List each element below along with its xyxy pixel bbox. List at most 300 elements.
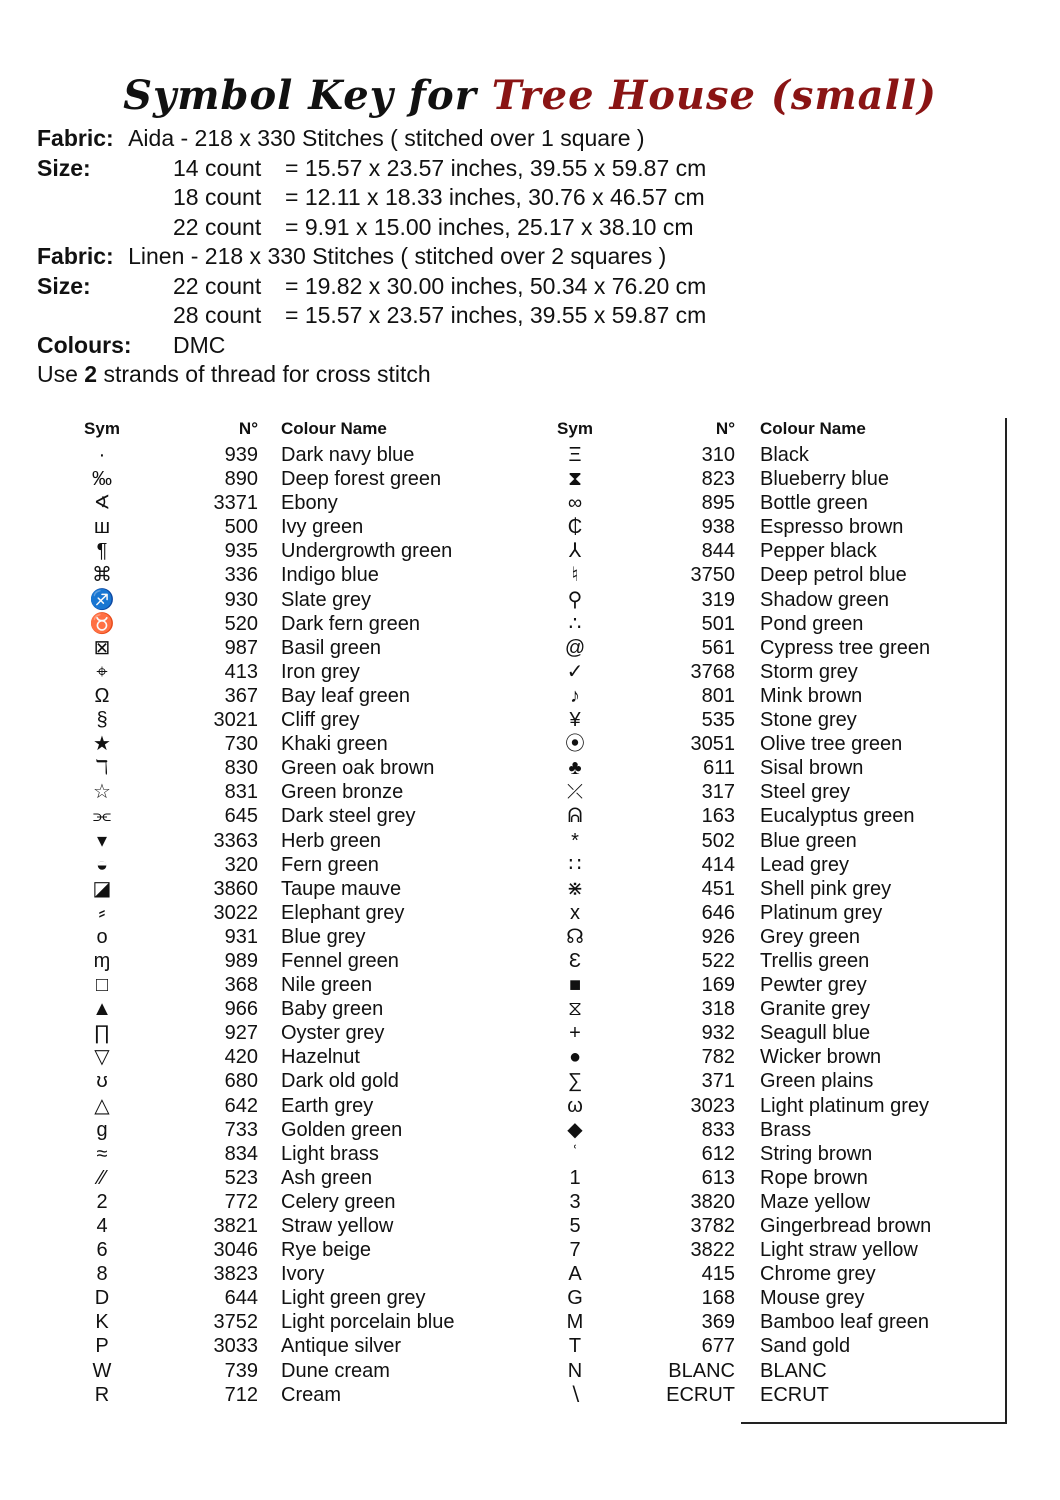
colour-name: Black (760, 444, 809, 466)
table-row (0, 949, 1060, 973)
table-row (0, 925, 1060, 949)
dmc-number: 371 (701, 1070, 735, 1093)
colour-name: Undergrowth green (281, 540, 453, 563)
colour-name: Brass (760, 1118, 812, 1141)
colour-name: Shell pink grey (760, 877, 892, 900)
dmc-number: 561 (701, 636, 735, 659)
symbol: ☆ (93, 781, 111, 804)
table-row (0, 588, 1060, 612)
dmc-number: 414 (701, 853, 735, 876)
colour-name: Pewter grey (760, 974, 867, 997)
symbol: ≈ (96, 1142, 108, 1165)
colour-name: Indigo blue (281, 564, 379, 587)
colour-name: Platinum grey (760, 901, 883, 924)
colour-name: Golden green (281, 1118, 403, 1141)
symbol: 3 (569, 1190, 581, 1213)
colour-name: Sand gold (760, 1335, 851, 1358)
symbol: ● (568, 1046, 582, 1069)
colour-name: Ash green (281, 1166, 373, 1189)
dmc-number: 890 (224, 468, 258, 491)
table-row (0, 1094, 1060, 1118)
colour-name: Chrome grey (760, 1263, 876, 1286)
symbol: * (571, 829, 579, 852)
colour-name: Pepper black (760, 540, 877, 563)
size-label: Size: (37, 272, 91, 299)
symbol: ☊ (566, 925, 584, 948)
colour-name: Khaki green (281, 733, 388, 756)
dmc-number: 336 (224, 564, 258, 587)
colour-name: Hazelnut (281, 1046, 360, 1069)
symbol: @ (564, 636, 586, 659)
frame-right-border (1005, 418, 1007, 1423)
title-prefix: Symbol Key for (123, 72, 477, 119)
colour-name: Baby green (281, 998, 384, 1021)
symbol: g (96, 1118, 108, 1141)
dmc-number: 451 (701, 877, 735, 900)
linen-count: 22 count (173, 272, 262, 299)
dmc-number: 501 (701, 612, 735, 635)
size-label: Size: (37, 154, 91, 181)
colour-name: Bamboo leaf green (760, 1311, 930, 1334)
dmc-number: 317 (701, 781, 735, 804)
table-row (0, 1021, 1060, 1045)
colour-name: Eucalyptus green (760, 805, 915, 828)
symbol-table-right (0, 419, 1060, 1407)
colour-name: Deep petrol blue (760, 564, 907, 587)
table-row (0, 515, 1060, 539)
strands-pre: Use (37, 361, 85, 387)
colour-name: Cream (281, 1383, 342, 1406)
symbol: 2 (96, 1190, 108, 1213)
colour-name: Green bronze (281, 781, 404, 804)
dmc-number: 834 (224, 1142, 258, 1165)
colour-name: Olive tree green (760, 733, 903, 756)
dmc-number: ECRUT (666, 1383, 735, 1406)
strands-post: strands of thread for cross stitch (97, 361, 431, 387)
symbol: ♮ (571, 564, 579, 587)
colour-name: Steel grey (760, 781, 851, 804)
symbol: ʿ (571, 1142, 579, 1165)
aida-dims: = 9.91 x 15.00 inches, 25.17 x 38.10 cm (285, 213, 694, 240)
symbol: △ (94, 1094, 110, 1117)
aida-dims: = 15.57 x 23.57 inches, 39.55 x 59.87 cm (285, 154, 707, 181)
symbol: ♣ (568, 757, 582, 780)
symbol: ◆ (567, 1118, 583, 1141)
symbol: ✓ (566, 660, 584, 683)
dmc-number: 938 (701, 516, 735, 539)
colour-name: Nile green (281, 974, 373, 997)
dmc-number: 413 (224, 660, 258, 683)
dmc-number: 680 (224, 1070, 258, 1093)
dmc-number: 367 (224, 684, 258, 707)
dmc-number: 3046 (213, 1239, 258, 1262)
dmc-number: 830 (224, 757, 258, 780)
symbol: o (96, 925, 108, 948)
strands-num: 2 (84, 361, 98, 387)
symbol: ⅄ (568, 540, 582, 563)
dmc-number: 3051 (690, 733, 735, 756)
colour-name: Bottle green (760, 492, 868, 515)
dmc-number: 935 (224, 540, 258, 563)
colour-name: Dark old gold (281, 1070, 399, 1093)
symbol: ∴ (568, 612, 582, 635)
colour-name: Taupe mauve (281, 877, 402, 900)
symbol: ɱ (93, 949, 111, 972)
dmc-number: 368 (224, 974, 258, 997)
colour-name: Light green grey (281, 1287, 426, 1310)
symbol: ▾ (96, 829, 108, 852)
dmc-number: 3821 (213, 1215, 258, 1237)
colour-name: Green oak brown (281, 757, 435, 780)
dmc-number: 420 (224, 1046, 258, 1069)
symbol: 1 (569, 1166, 581, 1189)
colour-name: Antique silver (281, 1335, 402, 1358)
dmc-number: 801 (701, 684, 735, 707)
page-title (0, 72, 1060, 119)
colour-name: Rye beige (281, 1239, 372, 1262)
colour-name: Dark steel grey (281, 805, 416, 828)
dmc-number: 895 (701, 492, 735, 515)
colour-name: String brown (760, 1142, 873, 1165)
dmc-number: 989 (224, 949, 258, 972)
table-row (0, 1045, 1060, 1069)
symbol: ♉ (89, 612, 115, 635)
dmc-number: 927 (224, 1022, 258, 1045)
strands-note (37, 360, 666, 390)
table-row (0, 1286, 1060, 1310)
header-sym: Sym (84, 419, 120, 438)
dmc-number: 611 (703, 757, 735, 780)
symbol: □ (95, 974, 109, 997)
symbol: + (569, 1022, 581, 1045)
symbol: ω (567, 1094, 583, 1117)
dmc-number: 169 (701, 974, 735, 997)
colour-name: Oyster grey (281, 1022, 385, 1045)
table-row (0, 708, 1060, 732)
colour-name: Maze yellow (760, 1190, 871, 1213)
symbol: ¶ (96, 540, 108, 563)
colour-name: Iron grey (281, 660, 360, 683)
symbol: ♐ (89, 588, 115, 611)
colours-label: Colours: (37, 331, 132, 358)
table-row (0, 1118, 1060, 1142)
symbol: ‰ (92, 468, 112, 491)
colour-name: Light brass (281, 1142, 379, 1165)
colour-name: ECRUT (760, 1383, 829, 1406)
symbol: Ω (94, 684, 110, 707)
dmc-number: 522 (701, 949, 735, 972)
symbol: 8 (96, 1263, 108, 1286)
header-sym: Sym (557, 419, 593, 438)
table-row (0, 1310, 1060, 1334)
colour-name: Granite grey (760, 998, 871, 1021)
colour-name: Slate grey (281, 588, 372, 611)
table-row (0, 1069, 1060, 1093)
colour-name: Dune cream (281, 1359, 390, 1382)
linen-dims: = 19.82 x 30.00 inches, 50.34 x 76.20 cm (285, 272, 707, 299)
symbol: § (96, 709, 108, 732)
dmc-number: 168 (701, 1287, 735, 1310)
dmc-number: 931 (224, 925, 258, 948)
symbol: 7 (569, 1239, 581, 1262)
table-row (0, 1359, 1060, 1383)
table-row (0, 539, 1060, 563)
symbol: ∷ (568, 853, 582, 876)
colour-name: Earth grey (281, 1094, 374, 1117)
colour-name: Light porcelain blue (281, 1311, 455, 1334)
dmc-number: 644 (224, 1287, 258, 1310)
dmc-number: 502 (701, 829, 735, 852)
dmc-number: 833 (701, 1118, 735, 1141)
dmc-number: 612 (701, 1142, 735, 1165)
symbol: ▲ (92, 998, 112, 1021)
symbol: ⌘ (92, 564, 112, 587)
symbol: Ɛ (568, 949, 582, 972)
table-row (0, 829, 1060, 853)
colour-name: Fennel green (281, 949, 399, 972)
colour-name: Blueberry blue (760, 468, 889, 491)
symbol: ♪ (570, 684, 580, 707)
dmc-number: 613 (701, 1166, 735, 1189)
dmc-number: 3820 (690, 1190, 735, 1213)
header-name: Colour Name (760, 419, 866, 438)
symbol: ¥ (569, 709, 581, 732)
aida-dims: = 12.11 x 18.33 inches, 30.76 x 46.57 cm (285, 184, 705, 210)
dmc-number: 730 (224, 733, 258, 756)
symbol: ∖ (568, 1383, 582, 1406)
dmc-number: 3363 (213, 829, 258, 852)
symbol: ⧗ (567, 468, 583, 491)
linen-dims: = 15.57 x 23.57 inches, 39.55 x 59.87 cm (285, 302, 707, 328)
table-row (0, 804, 1060, 828)
symbol: Ξ (568, 444, 582, 466)
colour-name: Storm grey (760, 660, 858, 683)
colour-name: Cypress tree green (760, 636, 931, 659)
symbol: ⌖ (96, 660, 108, 683)
colour-name: Trellis green (760, 949, 870, 972)
colour-name: Elephant grey (281, 901, 405, 924)
dmc-number: 646 (701, 901, 735, 924)
symbol: ⋇ (566, 877, 584, 900)
dmc-number: 932 (701, 1022, 735, 1045)
dmc-number: 3822 (690, 1239, 735, 1262)
colour-name: Shadow green (760, 588, 889, 611)
symbol: 4 (96, 1215, 108, 1237)
dmc-number: 319 (701, 588, 735, 611)
table-row (0, 1383, 1060, 1407)
table-row (0, 684, 1060, 708)
symbol: ◒ (95, 853, 109, 876)
dmc-number: 535 (701, 709, 735, 732)
table-row (0, 1262, 1060, 1286)
dmc-number: 520 (224, 612, 258, 635)
colour-name: BLANC (760, 1359, 827, 1382)
symbol: ш (93, 516, 111, 539)
symbol: · (98, 444, 106, 466)
table-header (0, 419, 1060, 443)
table-row (0, 467, 1060, 491)
symbol: P (95, 1335, 109, 1358)
colour-name: Wicker brown (760, 1046, 882, 1069)
table-row (0, 660, 1060, 684)
fabric-info (37, 124, 707, 390)
table-row (0, 756, 1060, 780)
colour-name: Bay leaf green (281, 684, 410, 707)
design-name: Tree House (small) (491, 72, 937, 119)
colour-name: Celery green (281, 1190, 396, 1213)
table-row (0, 732, 1060, 756)
symbol: ⤫ (567, 781, 583, 804)
table-row (0, 1166, 1060, 1190)
dmc-number: 712 (224, 1383, 258, 1406)
colour-name: Green plains (760, 1070, 874, 1093)
fabric-linen-value: Linen - 218 x 330 Stitches ( stitched over 2 squares ) (128, 243, 667, 269)
dmc-number: 772 (224, 1190, 258, 1213)
symbol: ⁄⁄ (98, 1166, 106, 1189)
colour-name: Stone grey (760, 709, 857, 732)
table-row (0, 780, 1060, 804)
table-row (0, 563, 1060, 587)
colour-name: Dark fern green (281, 612, 420, 635)
symbol: ⸗ (98, 901, 106, 924)
table-row (0, 491, 1060, 515)
dmc-number: 926 (701, 925, 735, 948)
symbol: ∑ (567, 1070, 583, 1093)
dmc-number: 3782 (690, 1215, 735, 1237)
colour-name: Rope brown (760, 1166, 868, 1189)
colour-name: Grey green (760, 925, 861, 948)
colour-name: Seagull blue (760, 1022, 871, 1045)
dmc-number: 3823 (213, 1263, 258, 1286)
dmc-number: 3371 (213, 492, 258, 515)
dmc-number: 3768 (690, 660, 735, 683)
colour-name: Blue grey (281, 925, 366, 948)
symbol: ★ (93, 733, 111, 756)
table-row (0, 612, 1060, 636)
colour-name: Cliff grey (281, 709, 360, 732)
table-row (0, 997, 1060, 1021)
table-row (0, 973, 1060, 997)
colour-name: Herb green (281, 829, 382, 852)
header-num: N° (715, 419, 735, 438)
symbol: G (567, 1287, 583, 1310)
header-name: Colour Name (281, 419, 387, 438)
dmc-number: 966 (224, 998, 258, 1021)
symbol: ʊ (96, 1070, 108, 1093)
dmc-number: 3022 (213, 901, 258, 924)
dmc-number: 3033 (213, 1335, 258, 1358)
symbol: T (568, 1335, 582, 1358)
dmc-number: 415 (701, 1263, 735, 1286)
symbol: N (567, 1359, 583, 1382)
dmc-number: 318 (701, 998, 735, 1021)
aida-count: 14 count (173, 154, 262, 181)
dmc-number: 831 (224, 781, 258, 804)
dmc-number: 369 (701, 1311, 735, 1334)
dmc-number: 677 (701, 1335, 735, 1358)
table-row (0, 901, 1060, 925)
dmc-number: 645 (224, 805, 258, 828)
dmc-number: 987 (224, 636, 258, 659)
dmc-number: 3023 (690, 1094, 735, 1117)
dmc-number: 844 (701, 540, 735, 563)
symbol: ⦿ (565, 733, 585, 756)
table-row (0, 1238, 1060, 1262)
linen-count: 28 count (173, 302, 262, 328)
colour-name: Light platinum grey (760, 1094, 929, 1117)
colour-name: Ivy green (281, 516, 364, 539)
symbol: ₵ (567, 516, 583, 539)
symbol: ∢ (93, 492, 111, 515)
colour-name: Gingerbread brown (760, 1215, 932, 1237)
fabric-label: Fabric: (37, 243, 114, 269)
symbol: ⚲ (567, 588, 583, 611)
symbol: W (92, 1359, 112, 1382)
dmc-number: 3021 (213, 709, 258, 732)
symbol: ᕱ (567, 805, 583, 828)
table-row (0, 1142, 1060, 1166)
dmc-number: 523 (224, 1166, 258, 1189)
table-row (0, 1334, 1060, 1358)
colour-name: Ebony (281, 492, 338, 515)
dmc-number: 3860 (213, 877, 258, 900)
symbol: D (94, 1287, 110, 1310)
symbol: ◪ (92, 877, 112, 900)
colour-name: Sisal brown (760, 757, 864, 780)
aida-count: 22 count (173, 213, 262, 240)
colour-name: Blue green (760, 829, 857, 852)
symbol: R (94, 1383, 110, 1406)
dmc-number: 739 (224, 1359, 258, 1382)
dmc-number: 823 (701, 468, 735, 491)
colour-name: Deep forest green (281, 468, 442, 491)
colour-name: Ivory (281, 1263, 325, 1286)
dmc-number: 930 (224, 588, 258, 611)
colour-name: Mouse grey (760, 1287, 865, 1310)
colour-name: Espresso brown (760, 516, 904, 539)
symbol: ⫘ (93, 805, 111, 828)
table-row (0, 1190, 1060, 1214)
table-row (0, 636, 1060, 660)
colours-value: DMC (173, 331, 226, 358)
symbol: A (568, 1263, 582, 1286)
fabric-aida-value: Aida - 218 x 330 Stitches ( stitched over 1 square ) (128, 125, 645, 151)
symbol: K (95, 1311, 109, 1334)
table-row (0, 853, 1060, 877)
symbol: M (566, 1311, 584, 1334)
dmc-number: 3750 (690, 564, 735, 587)
dmc-number: 782 (701, 1046, 735, 1069)
symbol: ■ (568, 974, 582, 997)
dmc-number: 642 (224, 1094, 258, 1117)
symbol: 5 (569, 1215, 581, 1237)
dmc-number: 320 (224, 853, 258, 876)
symbol: ∞ (567, 492, 583, 515)
frame-bottom-border (741, 1422, 1007, 1424)
colour-name: Lead grey (760, 853, 849, 876)
colour-name: Light straw yellow (760, 1239, 918, 1262)
symbol: ∏ (93, 1022, 111, 1045)
symbol: ⧖ (567, 998, 583, 1021)
symbol: ⊠ (93, 636, 111, 659)
colour-name: Dark navy blue (281, 444, 415, 466)
dmc-number: 500 (224, 516, 258, 539)
colour-name: Fern green (281, 853, 379, 876)
colour-name: Mink brown (760, 684, 863, 707)
dmc-number: 3752 (213, 1311, 258, 1334)
dmc-number: 310 (701, 444, 735, 466)
symbol: x (570, 901, 580, 924)
